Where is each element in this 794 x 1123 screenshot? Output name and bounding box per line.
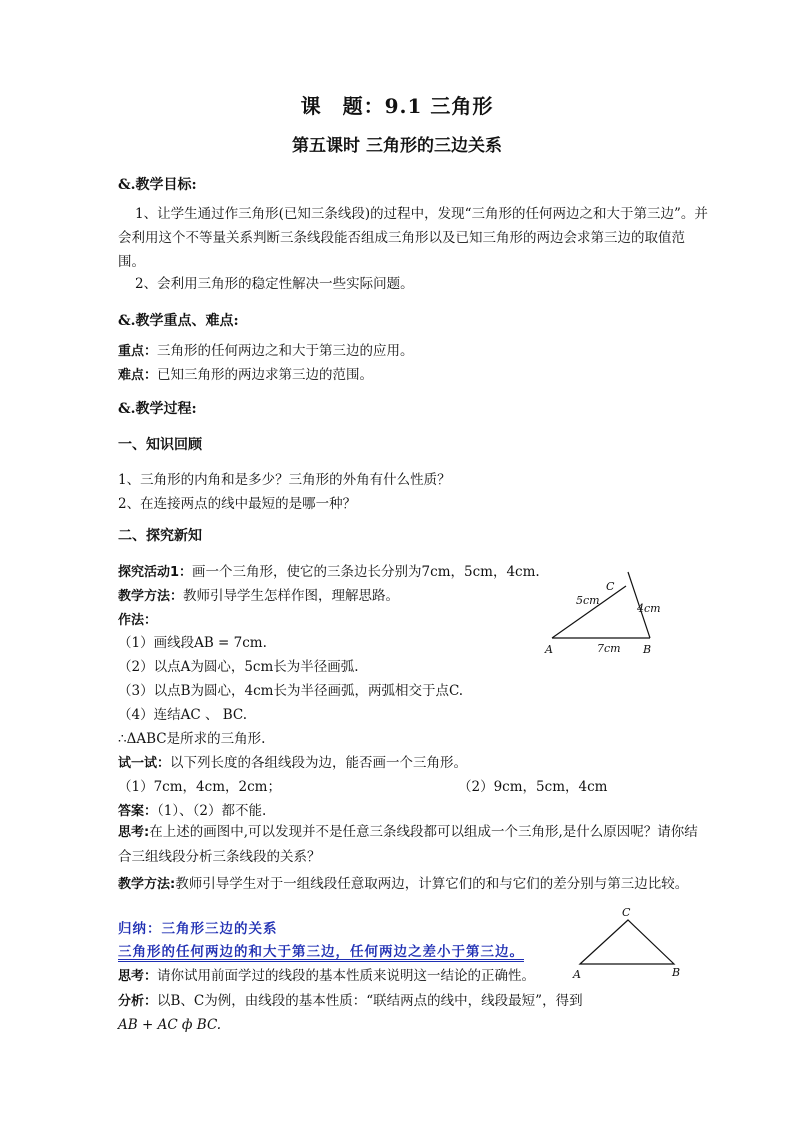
step-3: （3）以点B为圆心，4cm长为半径画弧，两弧相交于点C. [118,683,464,699]
try-item-2: （2）9cm，5cm，4cm [458,779,608,795]
triangle-figure-1 [540,566,680,666]
key-text: 三角形的任何两边之和大于第三边的应用。 [157,343,414,359]
method-2-text: 教师引导学生对于一组线段任意取两边，计算它们的和与它们的差分别与第三边比较。 [175,876,689,892]
steps-label: 作法： [118,613,158,628]
label-a: A [573,968,581,981]
method [118,587,399,606]
analysis-label: 分析： [118,994,158,1009]
key-label: 重点： [118,344,158,359]
try-text: 以下列长度的各组线段为边，能否画一个三角形。 [170,755,468,771]
method-2-paragraph [118,872,708,897]
explore-heading: 二、探究新知 [118,528,202,544]
page-title: 课 题：9.1 三角形 [300,94,494,118]
activity-text: 画一个三角形，使它的三条边长分别为7cm，5cm，4cm. [192,564,540,580]
method-label: 教学方法： [118,589,184,604]
think-2-text: 请你试用前面学过的线段的基本性质来说明这一结论的正确性。 [157,968,536,984]
think-2-label: 思考： [118,969,158,984]
think-label: 思考: [118,825,150,840]
keypoints-heading: &.教学重点、难点: [118,313,239,329]
summary-label: 归纳：三角形三边的关系 [118,921,278,937]
label-a: A [545,643,553,656]
difficult-label: 难点： [118,368,158,383]
activity [118,563,540,582]
review-question-2: 2、在连接两点的线中最短的是哪一种？ [118,496,357,512]
process-heading: &.教学过程: [118,401,197,417]
label-b: B [643,643,652,656]
goal-item-1: 1、让学生通过作三角形(已知三条线段)的过程中，发现“三角形的任何两边之和大于第三边”。并会利用这个不等量关系判断三条线段能否组成三角形以及已知三角形的两边会求第三边的取值范围。 [118,206,708,270]
difficult-text: 已知三角形的两边求第三边的范围。 [157,367,374,383]
triangle-abc [580,920,674,964]
step-1: （1）画线段AB = 7cm. [118,635,267,651]
goal-item-2: 2、会利用三角形的稳定性解决一些实际问题。 [135,276,414,292]
try-label: 试一试： [118,756,171,771]
step-4: （4）连结AC 、 BC. [118,707,248,723]
review-heading: 一、知识回顾 [118,437,202,453]
difficult-point [118,366,373,385]
analysis [118,992,583,1011]
answer-label: 答案： [118,804,158,819]
try-it [118,754,467,773]
label-ac: 5cm [576,594,600,607]
think-2 [118,967,535,986]
summary-text: 三角形的任何两边的和大于第三边，任何两边之差小于第三边。 [118,944,524,960]
answer-text: （1）、（2）都不能. [157,803,267,819]
step-2: （2）以点A为圆心，5cm长为半径画弧. [118,659,359,675]
goals-heading: &.教学目标: [118,177,197,193]
method-2-label: 教学方法: [118,877,176,892]
conclusion: ∴ΔABC是所求的三角形. [118,731,266,747]
try-item-1: （1）7cm，4cm，2cm； [118,779,281,795]
activity-label: 探究活动1： [118,565,193,580]
label-b: B [672,966,681,979]
analysis-formula: AB + AC ф BC. [118,1017,222,1033]
key-point [118,342,414,361]
review-question-1: 1、三角形的内角和是多少？三角形的外角有什么性质？ [118,472,451,488]
triangle-figure-2 [566,906,696,986]
method-text: 教师引导学生怎样作图，理解思路。 [183,588,400,604]
think-text: 在上述的画图中,可以发现并不是任意三条线段都可以组成一个三角形,是什么原因呢？请你结合三组线段分析三条线段的关系？ [118,824,698,865]
label-c: C [622,906,631,919]
analysis-text: 以B、C为例，由线段的基本性质：“联结两点的线中，线段最短”，得到 [157,993,583,1009]
think-paragraph [118,820,708,869]
label-bc: 4cm [637,602,661,615]
answer [118,802,266,821]
label-c: C [606,580,615,593]
label-ab: 7cm [597,642,621,655]
page-subtitle: 第五课时 三角形的三边关系 [292,136,502,156]
